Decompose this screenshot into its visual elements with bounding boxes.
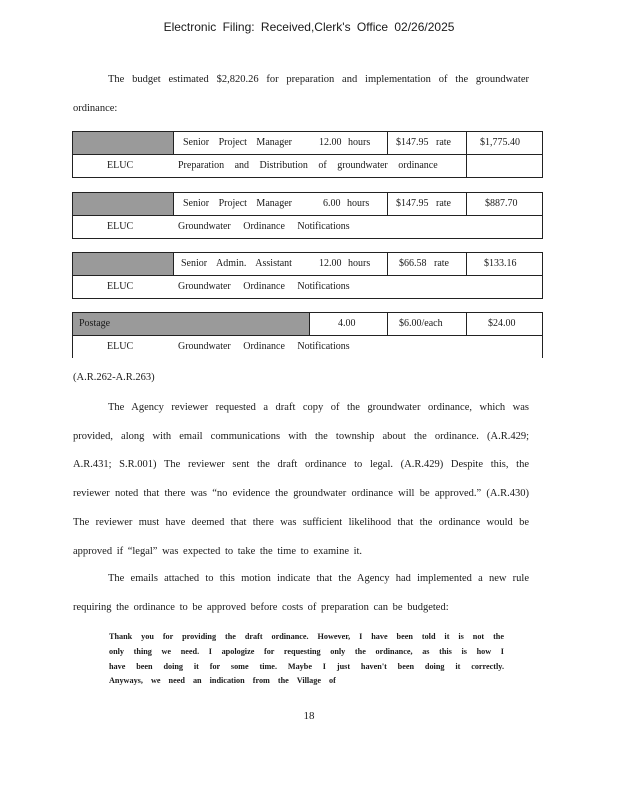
name-cell [73, 132, 173, 154]
budget-row [72, 312, 543, 336]
body-paragraph-3 [73, 565, 529, 622]
budget-row [72, 252, 543, 276]
rate-cell: $147.95 rate [396, 198, 451, 209]
hours-cell: 6.00 hours [323, 198, 370, 209]
rate-cell: $6.00/each [399, 318, 443, 329]
role-cell: Senior Project Manager [183, 137, 292, 148]
intro-text: The budget estimated $2,820.26 for preparation and implementation of the groundwater ordinance: [73, 74, 529, 114]
code-cell: ELUC [107, 160, 134, 171]
total-cell: $24.00 [488, 318, 516, 329]
description-cell: Preparation and Distribution of groundwater ordinance [178, 160, 438, 171]
role-cell: Senior Project Manager [183, 198, 292, 209]
role-cell: Senior Admin. Assistant [181, 258, 292, 269]
name-cell [73, 193, 173, 215]
budget-row [72, 192, 543, 216]
budget-table-3 [72, 252, 543, 299]
budget-table-2 [72, 192, 543, 239]
total-cell: $1,775.40 [480, 137, 520, 148]
description-cell: Groundwater Ordinance Notifications [178, 341, 350, 352]
budget-desc-row [72, 336, 543, 358]
record-citation: (A.R.262-A.R.263) [73, 372, 155, 383]
budget-table-1 [72, 131, 543, 178]
name-label: Postage [79, 318, 111, 329]
intro-paragraph [73, 66, 529, 123]
budget-desc-row [72, 276, 543, 299]
description-cell: Groundwater Ordinance Notifications [178, 281, 350, 292]
description-cell: Groundwater Ordinance Notifications [178, 221, 350, 232]
code-cell: ELUC [107, 221, 134, 232]
body-paragraph-2 [73, 394, 529, 566]
budget-row [72, 131, 543, 155]
name-cell [73, 253, 173, 275]
page-number: 18 [303, 710, 315, 722]
hours-cell: 12.00 hours [319, 137, 371, 148]
total-cell: $133.16 [484, 258, 517, 269]
body-text-3: The emails attached to this motion indicate that the Agency had implemented a new rule requiring the ordinance to be approved before costs of preparation can be budgeted: [73, 573, 529, 613]
code-cell: ELUC [107, 341, 134, 352]
budget-desc-row [72, 216, 543, 239]
hours-cell: 4.00 [338, 318, 356, 329]
filing-header: Electronic Filing: Received,Clerk's Office 02/26/2025 [163, 20, 455, 34]
email-quote: Thank you for providing the draft ordinance. However, I have been told it is not the only thing we need. I apologize for requesting only the ordinance, as this is how I have been doing it for some time. Maybe I just haven't been doing it correctly. Anyways, we need an indication from the Village of [109, 632, 504, 686]
hours-cell: 12.00 hours [319, 258, 371, 269]
budget-desc-row [72, 155, 543, 178]
rate-cell: $66.58 rate [399, 258, 449, 269]
rate-cell: $147.95 rate [396, 137, 451, 148]
total-cell: $887.70 [485, 198, 518, 209]
body-text-2: The Agency reviewer requested a draft copy of the groundwater ordinance, which was provided, along with email communications with the township about the ordinance. (A.R.429; A.R.431; S.R.001) The reviewer sent the draft ordinance to legal. (A.R.429) Despite this, the reviewer noted that there was “no evidence the groundwater ordinance will be approved.” (A.R.430) The reviewer must have deemed that there was sufficient likelihood that the ordinance would be approved if “legal” was expected to take the time to examine it. [73, 402, 529, 557]
budget-table-4 [72, 312, 543, 358]
code-cell: ELUC [107, 281, 134, 292]
